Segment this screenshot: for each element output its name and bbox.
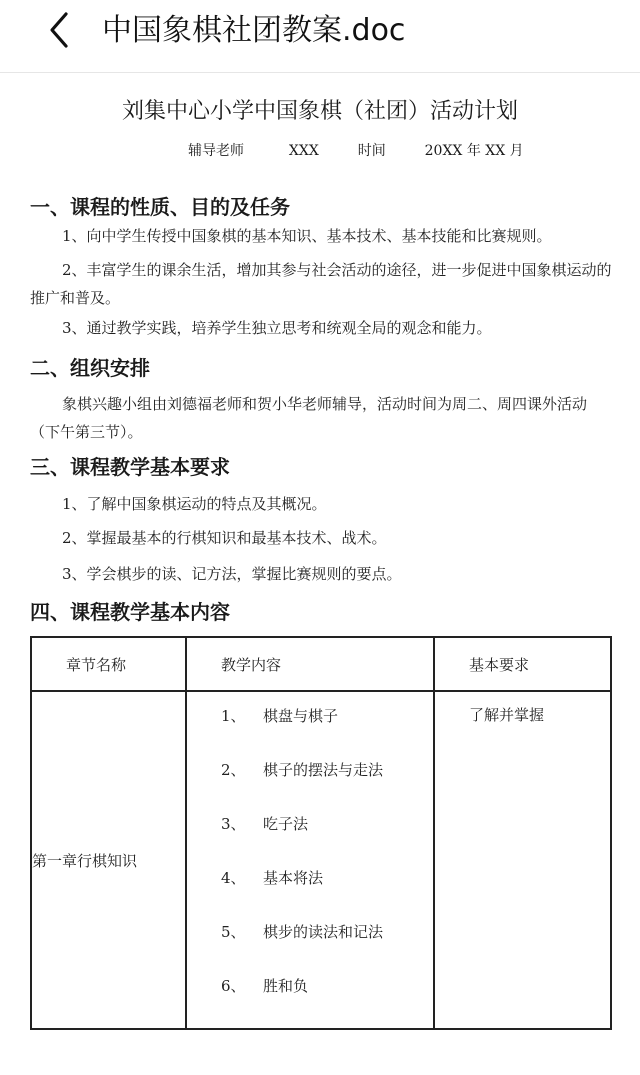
content-table [30,636,612,1030]
chevron-left-icon [40,10,80,50]
paragraph: 1、向中学生传授中国象棋的基本知识、基本技术、基本技能和比赛规则。 [62,227,552,245]
paragraph: 1、了解中国象棋运动的特点及其概况。 [62,495,327,513]
time-label: 时间 [357,143,386,159]
document-meta [188,140,524,162]
paragraph: 象棋兴趣小组由刘德福老师和贺小华老师辅导，活动时间为周二、周四课外活动（下午第三节）。 [30,395,588,441]
table-header-row [31,637,611,691]
time-value: 20XX 年 XX 月 [424,143,524,159]
teacher-value: XXX [288,143,319,159]
table-header-content: 教学内容 [186,637,434,691]
table-header-chapter: 章节名称 [31,637,186,691]
paragraph: 3、学会棋步的读、记方法，掌握比赛规则的要点。 [62,565,402,583]
teacher-label: 辅导老师 [188,143,244,159]
list-item: 3、 吃子法 [221,815,309,833]
paragraph: 3、通过教学实践，培养学生独立思考和统观全局的观念和能力。 [62,319,492,337]
table-row [31,691,611,1029]
chapter-cell: 第一章行棋知识 [31,691,186,1029]
requirement-cell: 了解并掌握 [434,691,611,1029]
list-item: 5、 棋步的读法和记法 [221,923,384,941]
top-app-bar [0,0,640,73]
back-button[interactable] [40,10,80,50]
list-item: 2、 棋子的摆法与走法 [221,761,384,779]
list-item: 1、 棋盘与棋子 [221,707,339,725]
section-heading: 二、组织安排 [30,356,150,380]
content-cell [186,691,434,1029]
section-heading: 三、课程教学基本要求 [30,455,230,479]
paragraph: 2、掌握最基本的行棋知识和最基本技术、战术。 [62,529,387,547]
section-heading: 一、课程的性质、目的及任务 [30,195,290,219]
list-item: 4、 基本将法 [221,869,324,887]
document-file-title: 中国象棋社团教案.doc [102,13,406,48]
table-header-requirement: 基本要求 [434,637,611,691]
section-heading: 四、课程教学基本内容 [30,600,230,624]
list-item: 6、 胜和负 [221,977,309,995]
document-title: 刘集中心小学中国象棋（社团）活动计划 [121,99,518,124]
paragraph: 2、丰富学生的课余生活，增加其参与社会活动的途径，进一步促进中国象棋运动的推广和普及。 [30,261,612,307]
